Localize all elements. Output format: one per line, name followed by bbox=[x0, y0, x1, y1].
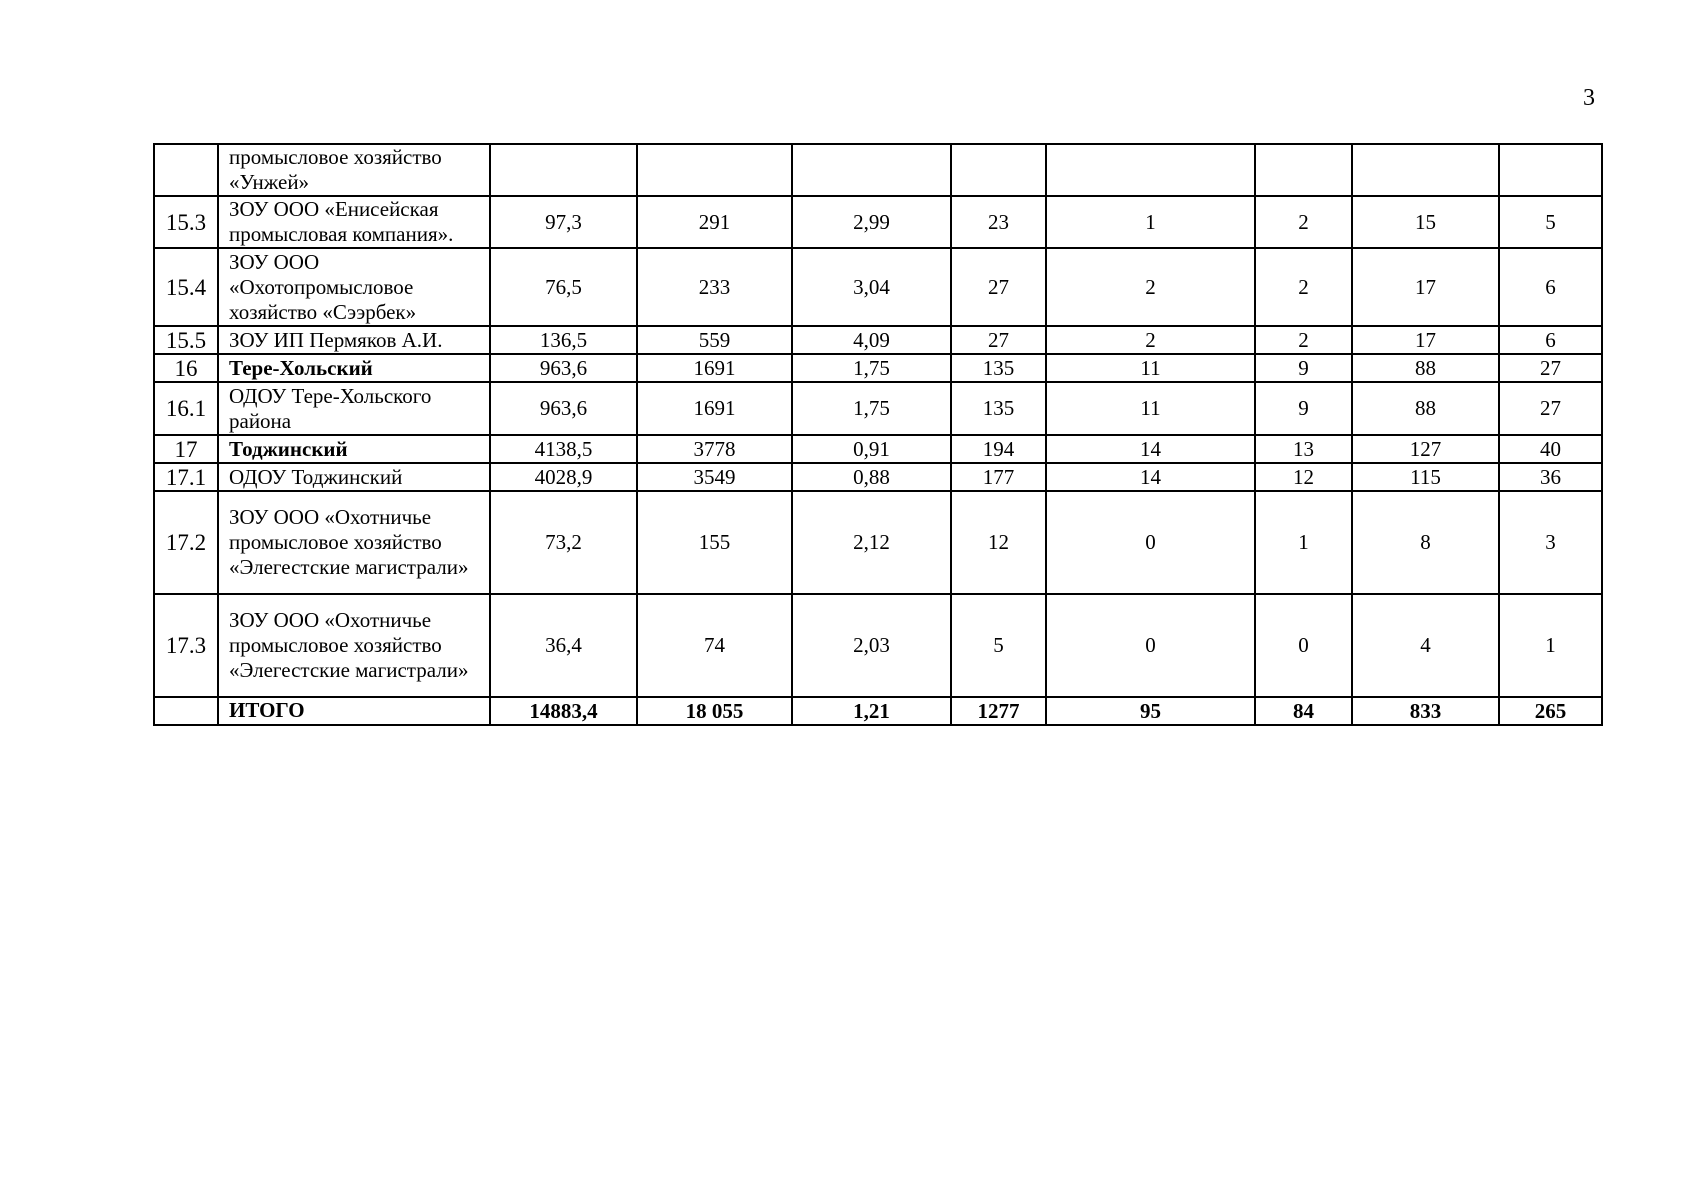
value-cell: 88 bbox=[1352, 354, 1499, 382]
value-cell bbox=[490, 144, 637, 196]
value-cell: 1 bbox=[1046, 196, 1255, 248]
value-cell: 74 bbox=[637, 594, 792, 697]
row-name-cell: ОДОУ Тоджинский bbox=[218, 463, 490, 491]
table-row bbox=[154, 463, 1602, 491]
value-cell: 2 bbox=[1255, 196, 1352, 248]
value-cell: 8 bbox=[1352, 491, 1499, 594]
value-cell: 291 bbox=[637, 196, 792, 248]
value-cell: 40 bbox=[1499, 435, 1602, 463]
row-number-cell: 16 bbox=[154, 354, 218, 382]
total-value-cell: 1277 bbox=[951, 697, 1046, 725]
value-cell: 73,2 bbox=[490, 491, 637, 594]
value-cell: 4138,5 bbox=[490, 435, 637, 463]
value-cell: 3778 bbox=[637, 435, 792, 463]
row-number-cell: 15.5 bbox=[154, 326, 218, 354]
value-cell: 27 bbox=[1499, 354, 1602, 382]
value-cell bbox=[1352, 144, 1499, 196]
row-number-cell: 15.3 bbox=[154, 196, 218, 248]
value-cell: 3 bbox=[1499, 491, 1602, 594]
total-label-cell: ИТОГО bbox=[218, 697, 490, 725]
value-cell: 9 bbox=[1255, 354, 1352, 382]
value-cell: 27 bbox=[1499, 382, 1602, 435]
row-number-cell: 17.3 bbox=[154, 594, 218, 697]
table-row bbox=[154, 248, 1602, 326]
value-cell bbox=[1499, 144, 1602, 196]
value-cell: 2 bbox=[1255, 326, 1352, 354]
value-cell: 11 bbox=[1046, 382, 1255, 435]
value-cell: 4,09 bbox=[792, 326, 951, 354]
value-cell: 14 bbox=[1046, 463, 1255, 491]
value-cell: 1 bbox=[1499, 594, 1602, 697]
total-value-cell: 95 bbox=[1046, 697, 1255, 725]
row-name-cell: ЗОУ ИП Пермяков А.И. bbox=[218, 326, 490, 354]
value-cell: 88 bbox=[1352, 382, 1499, 435]
total-value-cell: 18 055 bbox=[637, 697, 792, 725]
data-table bbox=[153, 143, 1603, 726]
table-row bbox=[154, 196, 1602, 248]
value-cell: 0 bbox=[1046, 491, 1255, 594]
table-row bbox=[154, 435, 1602, 463]
row-name-cell: Тере-Хольский bbox=[218, 354, 490, 382]
table-row bbox=[154, 594, 1602, 697]
value-cell: 36,4 bbox=[490, 594, 637, 697]
value-cell: 135 bbox=[951, 382, 1046, 435]
value-cell: 177 bbox=[951, 463, 1046, 491]
value-cell: 1,75 bbox=[792, 354, 951, 382]
value-cell: 127 bbox=[1352, 435, 1499, 463]
value-cell: 194 bbox=[951, 435, 1046, 463]
value-cell: 963,6 bbox=[490, 382, 637, 435]
value-cell: 0 bbox=[1255, 594, 1352, 697]
value-cell: 27 bbox=[951, 248, 1046, 326]
row-number-cell: 16.1 bbox=[154, 382, 218, 435]
value-cell: 115 bbox=[1352, 463, 1499, 491]
row-name-cell: ЗОУ ООО «Охотничье промысловое хозяйство «Элегестские магистрали» bbox=[218, 594, 490, 697]
value-cell: 17 bbox=[1352, 248, 1499, 326]
table-row bbox=[154, 491, 1602, 594]
total-number-cell bbox=[154, 697, 218, 725]
row-number-cell: 17 bbox=[154, 435, 218, 463]
table-row bbox=[154, 144, 1602, 196]
total-value-cell: 1,21 bbox=[792, 697, 951, 725]
table-row bbox=[154, 382, 1602, 435]
value-cell: 23 bbox=[951, 196, 1046, 248]
value-cell: 1691 bbox=[637, 382, 792, 435]
row-number-cell: 15.4 bbox=[154, 248, 218, 326]
value-cell: 5 bbox=[1499, 196, 1602, 248]
value-cell: 5 bbox=[951, 594, 1046, 697]
value-cell: 36 bbox=[1499, 463, 1602, 491]
value-cell: 3,04 bbox=[792, 248, 951, 326]
value-cell: 2,03 bbox=[792, 594, 951, 697]
value-cell: 12 bbox=[1255, 463, 1352, 491]
value-cell: 1,75 bbox=[792, 382, 951, 435]
value-cell: 14 bbox=[1046, 435, 1255, 463]
value-cell: 135 bbox=[951, 354, 1046, 382]
row-name-cell: ЗОУ ООО «Охотопромысловое хозяйство «Сээрбек» bbox=[218, 248, 490, 326]
row-name-cell: ЗОУ ООО «Енисейская промысловая компания». bbox=[218, 196, 490, 248]
row-name-cell: промысловое хозяйство «Унжей» bbox=[218, 144, 490, 196]
value-cell bbox=[792, 144, 951, 196]
value-cell: 17 bbox=[1352, 326, 1499, 354]
value-cell: 76,5 bbox=[490, 248, 637, 326]
value-cell: 2 bbox=[1255, 248, 1352, 326]
value-cell: 6 bbox=[1499, 326, 1602, 354]
value-cell: 13 bbox=[1255, 435, 1352, 463]
value-cell: 97,3 bbox=[490, 196, 637, 248]
value-cell: 1 bbox=[1255, 491, 1352, 594]
value-cell: 233 bbox=[637, 248, 792, 326]
value-cell: 0,88 bbox=[792, 463, 951, 491]
value-cell: 155 bbox=[637, 491, 792, 594]
value-cell bbox=[1046, 144, 1255, 196]
row-name-cell: ЗОУ ООО «Охотничье промысловое хозяйство «Элегестские магистрали» bbox=[218, 491, 490, 594]
value-cell: 4 bbox=[1352, 594, 1499, 697]
value-cell: 1691 bbox=[637, 354, 792, 382]
total-value-cell: 265 bbox=[1499, 697, 1602, 725]
value-cell: 2,12 bbox=[792, 491, 951, 594]
value-cell: 12 bbox=[951, 491, 1046, 594]
total-value-cell: 833 bbox=[1352, 697, 1499, 725]
value-cell: 963,6 bbox=[490, 354, 637, 382]
value-cell bbox=[637, 144, 792, 196]
value-cell: 0 bbox=[1046, 594, 1255, 697]
value-cell: 3549 bbox=[637, 463, 792, 491]
value-cell bbox=[1255, 144, 1352, 196]
value-cell: 559 bbox=[637, 326, 792, 354]
value-cell: 11 bbox=[1046, 354, 1255, 382]
total-value-cell: 14883,4 bbox=[490, 697, 637, 725]
value-cell: 9 bbox=[1255, 382, 1352, 435]
value-cell: 2 bbox=[1046, 326, 1255, 354]
value-cell bbox=[951, 144, 1046, 196]
value-cell: 15 bbox=[1352, 196, 1499, 248]
value-cell: 4028,9 bbox=[490, 463, 637, 491]
row-number-cell: 17.2 bbox=[154, 491, 218, 594]
total-row bbox=[154, 697, 1602, 725]
value-cell: 2 bbox=[1046, 248, 1255, 326]
row-name-cell: ОДОУ Тере-Хольского района bbox=[218, 382, 490, 435]
row-number-cell: 17.1 bbox=[154, 463, 218, 491]
table-row bbox=[154, 326, 1602, 354]
row-name-cell: Тоджинский bbox=[218, 435, 490, 463]
table-row bbox=[154, 354, 1602, 382]
value-cell: 27 bbox=[951, 326, 1046, 354]
total-value-cell: 84 bbox=[1255, 697, 1352, 725]
value-cell: 0,91 bbox=[792, 435, 951, 463]
value-cell: 2,99 bbox=[792, 196, 951, 248]
value-cell: 6 bbox=[1499, 248, 1602, 326]
value-cell: 136,5 bbox=[490, 326, 637, 354]
table-body bbox=[154, 144, 1602, 725]
page-number: 3 bbox=[1583, 85, 1595, 111]
row-number-cell bbox=[154, 144, 218, 196]
